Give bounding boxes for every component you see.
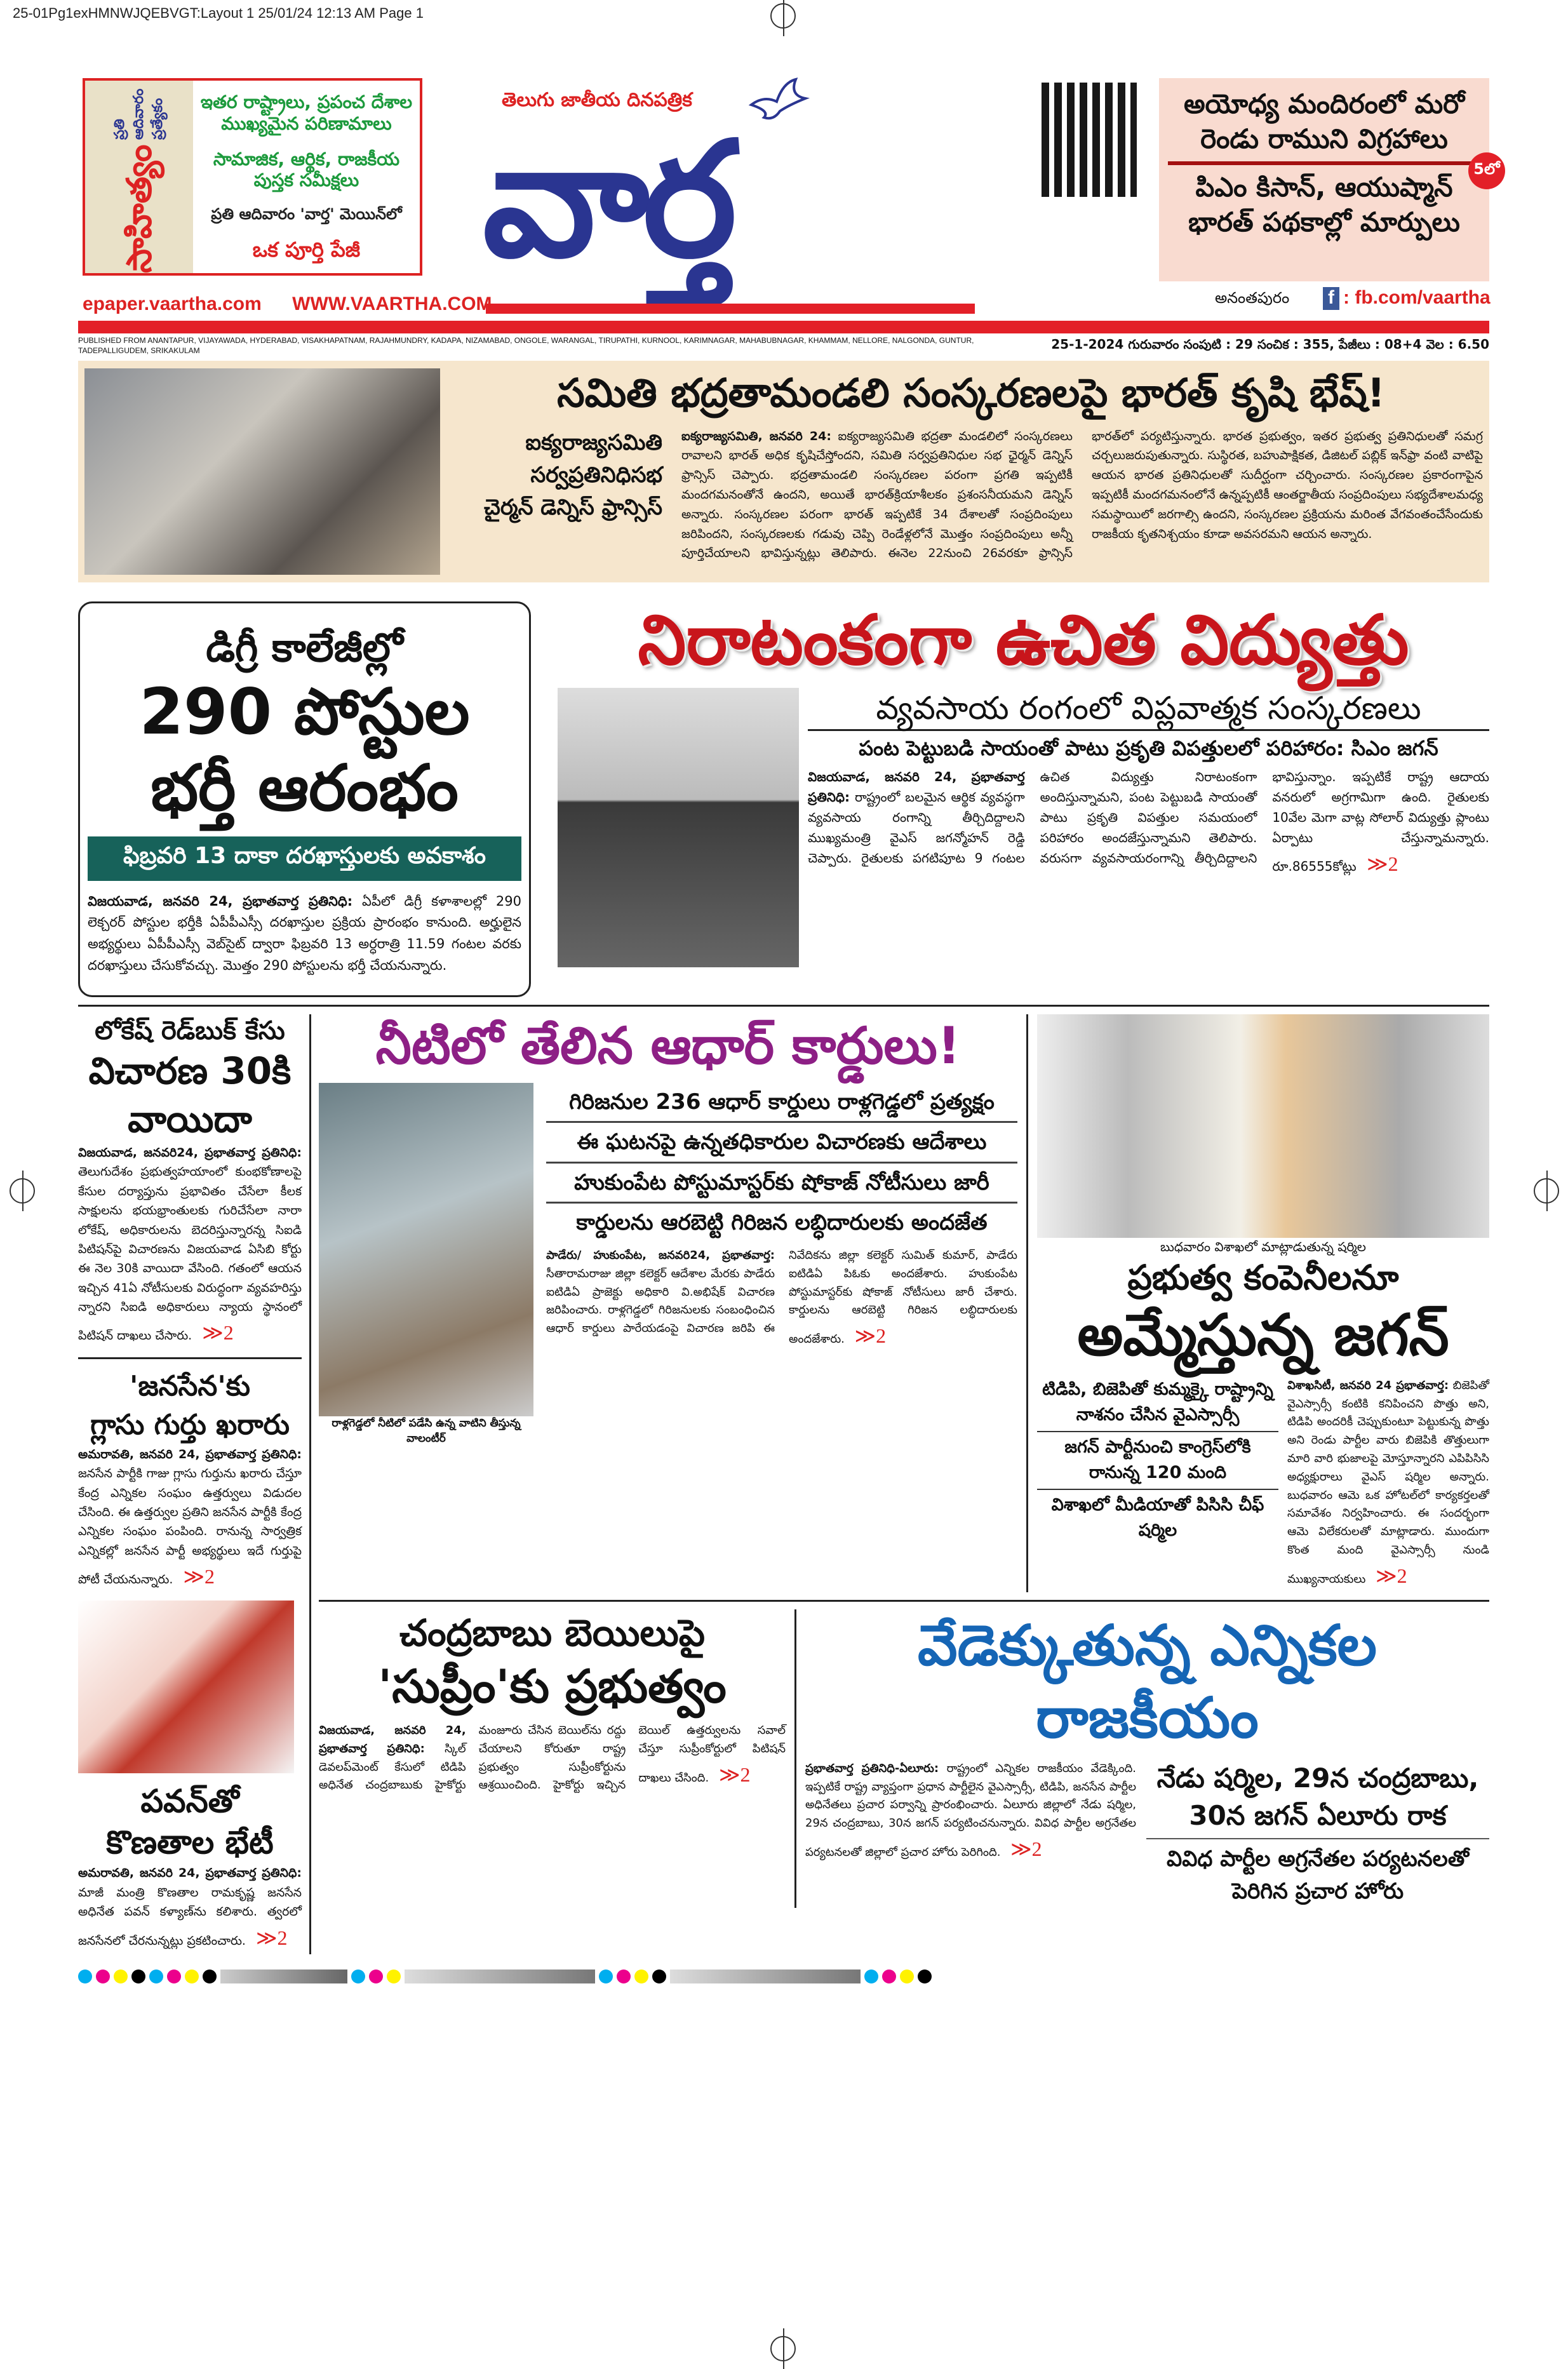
dateline: విశాఖసిటీ, జనవరి 24 ప్రభాతవార్త:: [1287, 1378, 1449, 1392]
aadhaar-sub: కార్డులను ఆరబెట్టి గిరిజన లబ్ధిదారులకు అందజేత: [576, 1209, 988, 1235]
body-text: జనసేన పార్టీకి గాజు గ్లాసు గుర్తును ఖరారు చేస్తూ కేంద్ర ఎన్నికల సంఘం ఉత్తర్వులు విడుదల చేసింది. ఈ ఉత్తర్వుల ప్రతిని జనసేన పార్టీకి కేంద్ర ఎన్నికల సంఘం పంపింది. రానున్న సార్వత్రిక ఎన్నికల్లో జనసేన పార్టీ అభ్యర్థులు ఇదే గుర్తుపై పోటీ చేయనున్నారు.: [78, 1466, 302, 1587]
dateline: విజయవాడ, జనవరి 24, ప్రభాతవార్త ప్రతినిధి:: [808, 768, 1025, 805]
continued-page[interactable]: ≫2: [1367, 852, 1398, 875]
degree-posts-story[interactable]: [78, 601, 531, 997]
ad-line-1: ఇతర రాష్ట్రాలు, ప్రపంచ దేశాల ముఖ్యమైన పరిణామాలు: [200, 91, 413, 134]
janasena-story[interactable]: [78, 1367, 302, 1594]
body-text: ఐక్యరాజ్యసమితి భద్రతా మండలిలో సంస్కరణలు రావాలని భారత్ అధిక కృషిచేస్తోందని, సమితి సర్వప్రతినిధుల సభ ఛైర్మన్ డెన్నిస్ ఫ్రాన్సిస్ చెప్పారు. భద్రతామండలి సంస్కరణల పరంగా ప్రగతి ఇప్పటికీ మందగమనంతోనే ఉందని, అయితే భారత్‌క్రియాశీలకం ప్రశంసనీయమని డెన్నిస్ అన్నారు. సంస్కరణల పరంగా భారత్ ఇప్పటికే 34 దేశాలతో సంప్రదింపులు జరిపిందని, సంస్కరణలకు గడువు చెప్పి రెండేళ్లలోనే మొత్తం సంప్రదింపులు అన్నీ పూర్తిచేయాలని భావిస్తున్నట్లు తెలిపారు. ఈనెల 22నుంచి 26వరకూ ఫ్రాన్సిస్ భారత్‌లో పర్యటిస్తున్నారు. భారత ప్రభుత్వం, ఇతర ప్రభుత్వ ప్రతినిధులతో సమగ్ర చర్చలుజరుపుతున్నారు. సుస్థిరత, బహుపాక్షికత, డిజిటల్ పబ్లిక్ ఇన్‌ఫ్రా వంటి వాటిపై ఆయన భారత ప్రతినిధులతో సుదీర్ఘంగా చర్చించారు. సంస్కరణల ప్రకారంగాపైన ఇప్పటికీ మందగమనంలోనే ఉన్నప్పటికీ ఆంతర్జాతీయ సంప్రదింపులు సభ్యదేశాలమధ్య సమస్థాయిలో జరగాల్సి ఉందని, సంస్కరణల ప్రక్రియను మరింత వేగవంతంచేసేందుకు రాజకీయ కృతనిశ్చయం కూడా అవసరమని ఆయన అన్నారు.: [681, 429, 1483, 561]
ad-line-4: ఒక పూర్తి పేజీ: [252, 238, 361, 262]
lead-subhead-1: వ్యవసాయ రంగంలో విప్లవాత్మక సంస్కరణలు: [876, 690, 1421, 727]
registration-mark-icon: [10, 1178, 35, 1204]
elections-sub: వివిధ పార్టీల అగ్రనేతల పర్యటనలతో పెరిగిన ప్రచార హోరు: [1167, 1846, 1469, 1905]
lokesh-kicker: లోకేష్ రెడ్‌బుక్ కేసు: [95, 1016, 285, 1046]
elections-story: [805, 1609, 1489, 1908]
aadhaar-photo: [319, 1083, 533, 1416]
elections-headline[interactable]: వేడెక్కుతున్న ఎన్నికల రాజకీయం: [917, 1613, 1377, 1751]
aadhaar-subheads: [546, 1083, 1017, 1242]
sharmila-photo-caption: బుధవారం విశాఖలో మాట్లాడుతున్న షర్మిల: [1160, 1239, 1366, 1255]
janasena-headline: గ్లాసు గుర్తు ఖరారు: [90, 1409, 290, 1442]
front-page: [78, 0, 1500, 2022]
dateline: ఐక్యరాజ్యసమితి, జనవరి 24:: [681, 429, 831, 443]
continued-page[interactable]: ≫2: [183, 1565, 215, 1588]
un-story-banner: [78, 361, 1489, 582]
body-text: రాష్ట్రంలో బలమైన ఆర్థిక వ్యవస్థగా వ్యవసాయ రంగాన్ని తీర్చిదిద్దాలని ముఖ్యమంత్రి వైఎస్ జగన్మోహన్ రెడ్డి చెప్పారు. రైతులకు పగటిపూట 9 గంటల ఉచిత విద్యుత్తు నిరాటంకంగా అందిస్తున్నామని, పంట పెట్టుబడి సాయంతో పాటు ప్రకృతి విపత్తుల సమయంలో పరిహారం అందజేస్తున్నామని తెలిపారు. వరుసగా వ్యవసాయరంగాన్ని తీర్చిదిద్దాలని భావిస్తున్నాం. ఇప్పటికే రాష్ట్ర ఆదాయ వనరులో అగ్రగామిగా ఉంది. రైతులకు 10వేల మెగా వాట్ల సోలార్ విద్యుత్తు ప్లాంటు ఏర్పాటు చేస్తున్నామన్నారు. రూ.86555కోట్లు: [808, 768, 1489, 874]
aadhaar-body: [546, 1247, 1017, 1352]
divider: [319, 1600, 1489, 1602]
aadhaar-story: [319, 1014, 1017, 1592]
continued-page[interactable]: ≫2: [718, 1762, 751, 1786]
sharmila-subheads: [1037, 1377, 1278, 1592]
print-color-bar: [78, 1970, 1489, 1983]
elections-sub: నేడు షర్మిల, 29న చంద్రబాబు, 30న జగన్ ఏలూరు రాక: [1146, 1760, 1489, 1840]
column-divider: [309, 1014, 311, 1954]
degree-headline-2: భర్తీ ఆరంభం: [151, 750, 459, 825]
column-divider: [1026, 1014, 1028, 1592]
masthead-tagline: తెలుగు జాతీయ దినపత్రిక: [502, 89, 692, 111]
dateline: విజయవాడ, జనవరి 24, ప్రభాతవార్త ప్రతినిధి:: [88, 893, 353, 909]
ad-line-2: సామాజిక, ఆర్థిక, రాజకీయ పుస్తక సమీక్షలు: [213, 148, 400, 191]
aadhaar-sub: గిరిజనుల 236 ఆధార్ కార్డులు రాళ్లగెడ్డలో ప్రత్యక్షం: [546, 1083, 1017, 1123]
pawan-kicker: పవన్‌తో: [140, 1783, 239, 1820]
dateline: విజయవాడ, జనవరి 24, ప్రభాతవార్త ప్రతినిధి:: [319, 1723, 466, 1755]
aadhaar-photo-caption: రాళ్లగెడ్డలో నీటిలో పడేసి ఉన్న వాటిని తీస్తున్న వాలంటీర్: [332, 1417, 521, 1445]
dateline: విజయవాడ, జనవరి24, ప్రభాతవార్త ప్రతినిధి:: [78, 1145, 302, 1160]
pawan-story[interactable]: [78, 1781, 302, 1954]
published-from: PUBLISHED FROM ANANTAPUR, VIJAYAWADA, HYDERABAD, VISAKHAPATNAM, RAJAHMUNDRY, KADAPA, NIZAMABAD, ONGOLE, WARANGAL, TIRUPATHI, KURNOOL, KARIMNAGAR, MAHABUBNAGAR, KHAMMAM, NELLORE, NALGONDA, GUNTUR, TADEPALLIGUDEM, SRIKAKULAM: [78, 336, 974, 355]
ad-line-3: ప్రతి ఆదివారం 'వార్త' మెయిన్‌లో: [211, 205, 402, 224]
jagan-photo: [558, 688, 799, 967]
un-photo: [84, 368, 440, 575]
facebook-url: : fb.com/vaartha: [1343, 287, 1491, 308]
masthead-rule: [78, 321, 1489, 333]
column-divider: [794, 1609, 796, 1908]
sharmila-story: [1037, 1014, 1489, 1592]
continued-page[interactable]: ≫2: [202, 1321, 234, 1345]
registration-mark-icon: [1534, 1178, 1559, 1204]
lead-body: [808, 767, 1489, 880]
cbn-story: [319, 1609, 786, 1908]
edition-city: అనంతపురం: [1215, 289, 1290, 307]
lokesh-headline: విచారణ 30కి వాయిదా: [88, 1049, 291, 1141]
epaper-link[interactable]: epaper.vaartha.com: [83, 293, 262, 314]
sharmila-sub: జగన్ పార్టీనుంచి కాంగ్రెస్‌లోకి రానున్న 120 మంది: [1037, 1432, 1278, 1490]
elections-subheads: [1146, 1760, 1489, 1909]
logo-underline: [486, 304, 975, 314]
degree-strip: ఫిబ్రవరి 13 దాకా దరఖాస్తులకు అవకాశం: [88, 836, 521, 881]
continued-page[interactable]: ≫2: [1376, 1564, 1407, 1587]
inside-teaser-box[interactable]: [1159, 78, 1489, 281]
body-text: బిజెపితో వైఎస్సార్సీ కంటికి కనిపించని పొత్తు అని, టిడిపి అందరికీ చెప్పుకుంటూ పెట్టుకున్న పొత్తు అని రెండు పార్టీల వారు బిజెపికి తొత్తులుగా మారి వారి భుజాలపై మోస్తూన్నారని ఎపిపిసిసి అధ్యక్షురాలు వైఎస్ షర్మిల అన్నారు. బుధవారం ఆమె ఒక హోటల్‌లో కార్యకర్తలతో సమావేశం నిర్వహించారు. ఈ సందర్భంగా ఆమె విలేకరులతో మాట్లాడారు. ముందుగా కొంత మంది వైఎస్సార్సీ నుండి ముఖ్యనాయకులు: [1287, 1378, 1489, 1586]
lead-story: [558, 601, 1489, 997]
dateline: పాడేరు/ హుకుంపేట, జనవరి24, ప్రభాతవార్త:: [546, 1248, 775, 1262]
continued-page[interactable]: ≫2: [256, 1926, 288, 1949]
lead-subhead-2: పంట పెట్టుబడి సాయంతో పాటు ప్రకృతి విపత్తులలో పరిహారం: సిఎం జగన్: [808, 729, 1489, 766]
sahityam-ad-box: [83, 78, 422, 276]
ad-side-title: సాహిత్యం: [119, 144, 159, 273]
sharmila-kicker: ప్రభుత్వ కంపెనీలనూ: [1127, 1258, 1399, 1298]
body-text: రాష్ట్రంలో ఎన్నికల రాజకీయం వేడెక్కింది. ఇప్పటికే రాష్ట్ర వ్యాప్తంగా ప్రధాన పార్టీలైన వైఎస్సార్సీ, టిడిపి, జనసేన పార్టీల అధినేతలు ప్రచార పర్వాన్ని ప్రారంభించారు. ఏలూరు జిల్లాలో నేడు షర్మిల, 29న చంద్రబాబు, 30న జగన్ పర్యటించనున్నారు. వివిధ పార్టీల అగ్రనేతల పర్యటనలతో జిల్లాలో ప్రచార హోరు పెరిగింది.: [805, 1761, 1136, 1859]
un-headline[interactable]: సమితి భద్రతామండలి సంస్కరణలపై భారత్ కృషి భేష్!: [557, 370, 1385, 417]
dateline: అమరావతి, జనవరి 24, ప్రభాతవార్త ప్రతినిధి:: [78, 1447, 302, 1461]
facebook-icon: f: [1323, 287, 1339, 310]
print-slug: 25-01Pg1exHMNWJQEBVGT:Layout 1 25/01/24 12:13 AM Page 1: [13, 5, 424, 21]
body-text: మాజీ మంత్రి కొణతాల రామకృష్ణ జనసేన అధినేత పవన్ కళ్యాణ్‌ను కలిశారు. త్వరలో జనసేనలో చేరనున్నట్లు ప్రకటించారు.: [78, 1885, 302, 1948]
ad-side-panel: [85, 81, 193, 273]
cbn-kicker: చంద్రబాబు బెయిలుపై: [399, 1611, 705, 1654]
lokesh-story[interactable]: [78, 1014, 302, 1349]
un-sub: చైర్మన్ డెన్నిస్ ఫ్రాన్సిస్: [484, 494, 662, 520]
facebook-link[interactable]: [1323, 287, 1491, 310]
sharmila-rally-photo: [1037, 1014, 1489, 1238]
body-text: స్కిల్ డెవలప్‌మెంట్ కేసులో టిడిపి అధినేత చంద్రబాబుకు హైకోర్టు మంజూరు చేసిన బెయిల్‌ను రద్దు చేయాలని కోరుతూ రాష్ట్ర ప్రభుత్వం సుప్రీంకోర్టును ఆశ్రయించింది. హైకోర్టు ఇచ్చిన బెయిల్ ఉత్తర్వులను సవాల్ చేస్తూ సుప్రీంకోర్టులో పిటిషన్ దాఖలు చేసింది.: [319, 1723, 786, 1792]
continued-page[interactable]: ≫2: [854, 1324, 887, 1348]
sharmila-body: [1287, 1377, 1489, 1592]
website-link[interactable]: WWW.VAARTHA.COM: [292, 293, 492, 314]
cbn-body: [319, 1722, 786, 1795]
ad-side-subtitle: ప్రతి ఆదివారం ప్రత్యేకం: [112, 88, 166, 140]
un-body: [681, 427, 1483, 563]
teaser-ayodhya: అయోధ్య మందిరంలో మరో రెండు రాముని విగ్రహాలు: [1184, 88, 1464, 154]
aadhaar-sub: హుకుంపేట పోస్టుమాస్టర్‌కు షోకాజ్ నోటీసులు జారీ: [546, 1164, 1017, 1204]
body-text: సీతారామరాజు జిల్లా కలెక్టర్ ఆదేశాల మేరకు పాడేరు ఐటిడిఏ ప్రాజెక్టు అధికారి వి.అభిషేక్ విచారణ జరిపించారు. రాళ్లగెడ్డలో గిరిజనులకు సంబంధించిన ఆధార్ కార్డులు పారేయడంపై విచారణ జరిపి ఈ నివేదికను జిల్లా కలెక్టర్ సుమిత్ కుమార్, పాడేరు ఐటిడిఏ పిఓకు అందజేశారు. హుకుంపేట పోస్టుమాస్టర్‌కు షోకాజ్ నోటీసులు జారీ చేశారు. కార్డులను ఆరబెట్టి గిరిజన లబ్ధిదారులకు అందజేశారు.: [546, 1248, 1017, 1346]
issue-dateline: 25-1-2024 గురువారం సంపుటి : 29 సంచిక : 355, పేజీలు : 08+4 వెల : 6.50: [1051, 337, 1489, 352]
pawan-konatala-photo: [78, 1601, 294, 1773]
sharmila-sub: విశాఖలో మీడియాతో పిసిసి చీఫ్ షర్మిల: [1051, 1494, 1264, 1541]
dove-icon: [713, 76, 840, 121]
lead-headline[interactable]: నిరాటంకంగా ఉచిత విద్యుత్తు: [638, 601, 1409, 681]
page-badge: 5లో: [1468, 152, 1505, 189]
qr-code[interactable]: [1042, 83, 1137, 197]
divider: [78, 1005, 1489, 1007]
un-sub: ఐక్యరాజ్యసమితి: [525, 429, 662, 455]
cbn-headline[interactable]: 'సుప్రీం'కు ప్రభుత్వం: [378, 1660, 727, 1714]
pawan-headline: కొణతాల భేటీ: [106, 1824, 274, 1862]
divider: [1168, 161, 1480, 165]
aadhaar-sub: ఈ ఘటనపై ఉన్నతధికారుల విచారణకు ఆదేశాలు: [546, 1123, 1017, 1163]
continued-page[interactable]: ≫2: [1010, 1837, 1042, 1860]
aadhaar-headline[interactable]: నీటిలో తేలిన ఆధార్ కార్డులు!: [375, 1016, 961, 1076]
masthead: [78, 0, 1500, 321]
body-text: ఏపీలో డిగ్రీ కళాశాలల్లో 290 లెక్చరర్ పోస్టుల భర్తీకి ఏపీపీఎస్సీ దరఖాస్తుల ప్రక్రియ ప్రారంభం కానుంది. అర్హులైన అభ్యర్థులు ఏపీపీఎస్సీ వెబ్‌సైట్ ద్వారా ఫిబ్రవరి 13 అర్ధరాత్రి 11.59 గంటల వరకు దరఖాస్తులు చేసుకోవచ్చు. మొత్తం 290 పోస్టులను భర్తీ చేయనున్నారు.: [88, 893, 521, 973]
dateline: అమరావతి, జనవరి 24, ప్రభాతవార్త ప్రతినిధి:: [78, 1866, 302, 1881]
divider: [78, 1357, 302, 1359]
degree-kicker: డిగ్రీ కాలేజీల్లో: [206, 624, 403, 671]
un-subheads: [459, 427, 662, 563]
sharmila-sub: టిడిపి, బిజెపితో కుమ్మక్కై రాష్ట్రాన్ని నాశనం చేసిన వైఎస్సార్సీ: [1037, 1377, 1278, 1432]
teaser-schemes: పిఎం కిసాన్, ఆయుష్మాన్ భారత్ పథకాల్లో మార్పులు: [1188, 171, 1460, 238]
sharmila-headline[interactable]: అమ్మేస్తున్న జగన్: [1077, 1302, 1449, 1369]
registration-mark-icon: [770, 2336, 796, 2361]
degree-headline-1: 290 పోస్టుల: [139, 674, 470, 749]
janasena-kicker: 'జనసేన'కు: [130, 1369, 250, 1402]
vaartha-logo: వార్త: [483, 107, 731, 292]
body-text: తెలుగుదేశం ప్రభుత్వహయాంలో కుంభకోణాలపై కేసుల దర్యాప్తును ప్రభావితం చేసేలా కీలక సాక్షులను భయభ్రాంతులకు గురిచేసేలా నారా లోకేష్, అధికారులను బెదరిస్తున్నారన్న సిఐడి పిటిషన్‌పై విచారణను విజయవాడ ఏసిబి కోర్టు ఈ నెల 30కి వాయిదా వేసింది. గతంలో ఆయన ఇచ్చిన 41ఏ నోటీసులకు విరుద్ధంగా వ్యవహరిస్తు న్నారని సిఐడి అధికారులు న్యాయ స్థానంలో పిటిషన్ దాఖలు చేసారు.: [78, 1165, 302, 1343]
elections-body: [805, 1760, 1136, 1909]
un-sub: సర్వప్రతినిధిసభ: [530, 462, 662, 488]
dateline: ప్రభాతవార్త ప్రతినిధి-ఏలూరు:: [805, 1761, 939, 1775]
